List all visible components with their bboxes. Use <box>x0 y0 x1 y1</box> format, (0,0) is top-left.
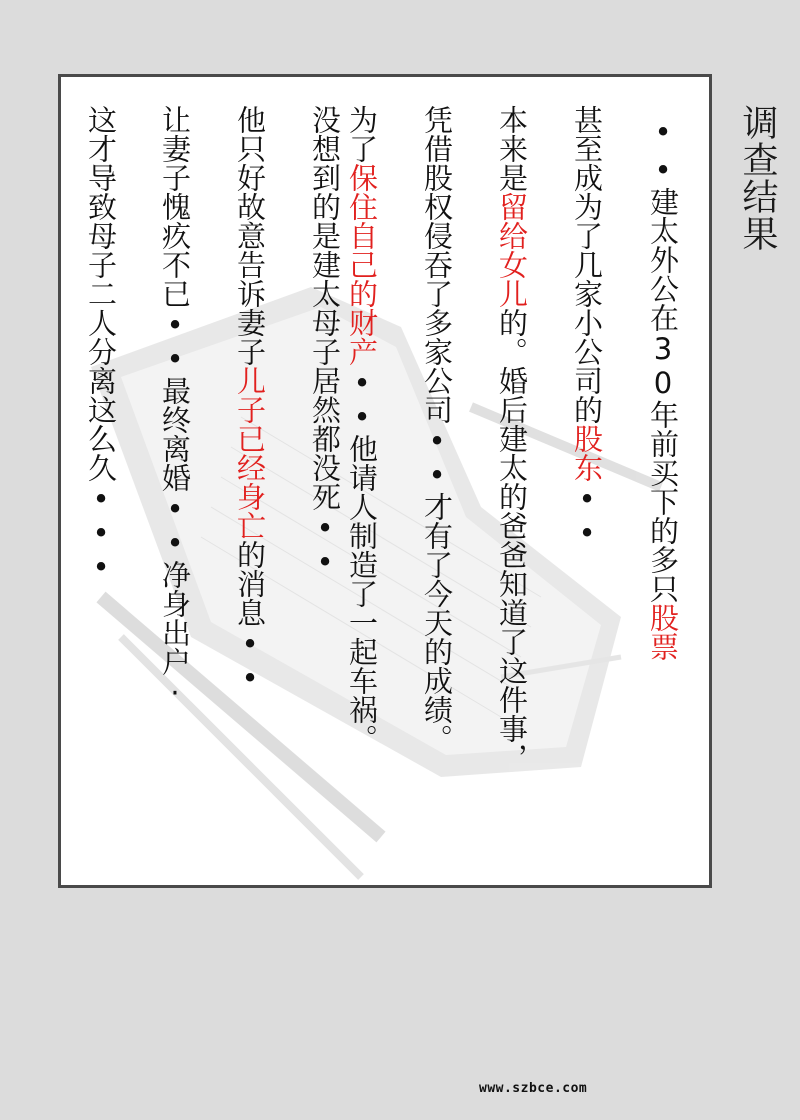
text-column-6 <box>344 105 380 753</box>
content-panel <box>58 74 712 888</box>
text-column-3 <box>569 105 605 550</box>
text-segment: 凭借股权侵吞了多家公司••才有了今天的成绩。 <box>420 105 454 753</box>
text-segment: 让妻子愧疚不已••最终离婚••净身出户· <box>158 105 192 710</box>
text-segment: •• <box>570 482 604 550</box>
text-column-10 <box>83 105 119 584</box>
text-segment: 为了 <box>345 105 379 163</box>
text-segment: 的。婚后建太的爸爸知道了这件事， <box>495 308 529 772</box>
text-segment: •建太外公在30年前买下的多只 <box>646 153 680 603</box>
text-segment: 他只好故意告诉妻子 <box>233 105 267 366</box>
text-segment-highlight: 保住自己的财产 <box>345 163 379 366</box>
text-segment: 的消息•• <box>233 540 267 695</box>
text-segment-highlight: 股东 <box>570 424 604 482</box>
text-segment: 没想到的是建太母子居然都没死•• <box>308 105 342 579</box>
text-segment-highlight: 留给女儿 <box>495 192 529 308</box>
text-segment: 甚至成为了几家小公司的 <box>570 105 604 424</box>
page-title: 调查结果 <box>737 104 778 252</box>
text-column-4 <box>494 105 530 772</box>
text-column-1 <box>645 115 681 149</box>
footer-url: www.szbce.com <box>479 1081 588 1096</box>
text-segment: 这才导致母子二人分离这么久••• <box>84 105 118 584</box>
text-column-5 <box>419 105 455 753</box>
text-column-9 <box>157 105 193 710</box>
text-column-8 <box>232 105 268 695</box>
text-segment: 本来是 <box>495 105 529 192</box>
text-segment-highlight: 股票 <box>646 603 680 661</box>
text-segment: • <box>646 115 680 149</box>
text-segment-highlight: 儿子已经身亡 <box>233 366 267 540</box>
text-segment: ••他请人制造了一起车祸。 <box>345 366 379 753</box>
text-column-7 <box>307 105 343 579</box>
text-column-2 <box>645 153 681 661</box>
